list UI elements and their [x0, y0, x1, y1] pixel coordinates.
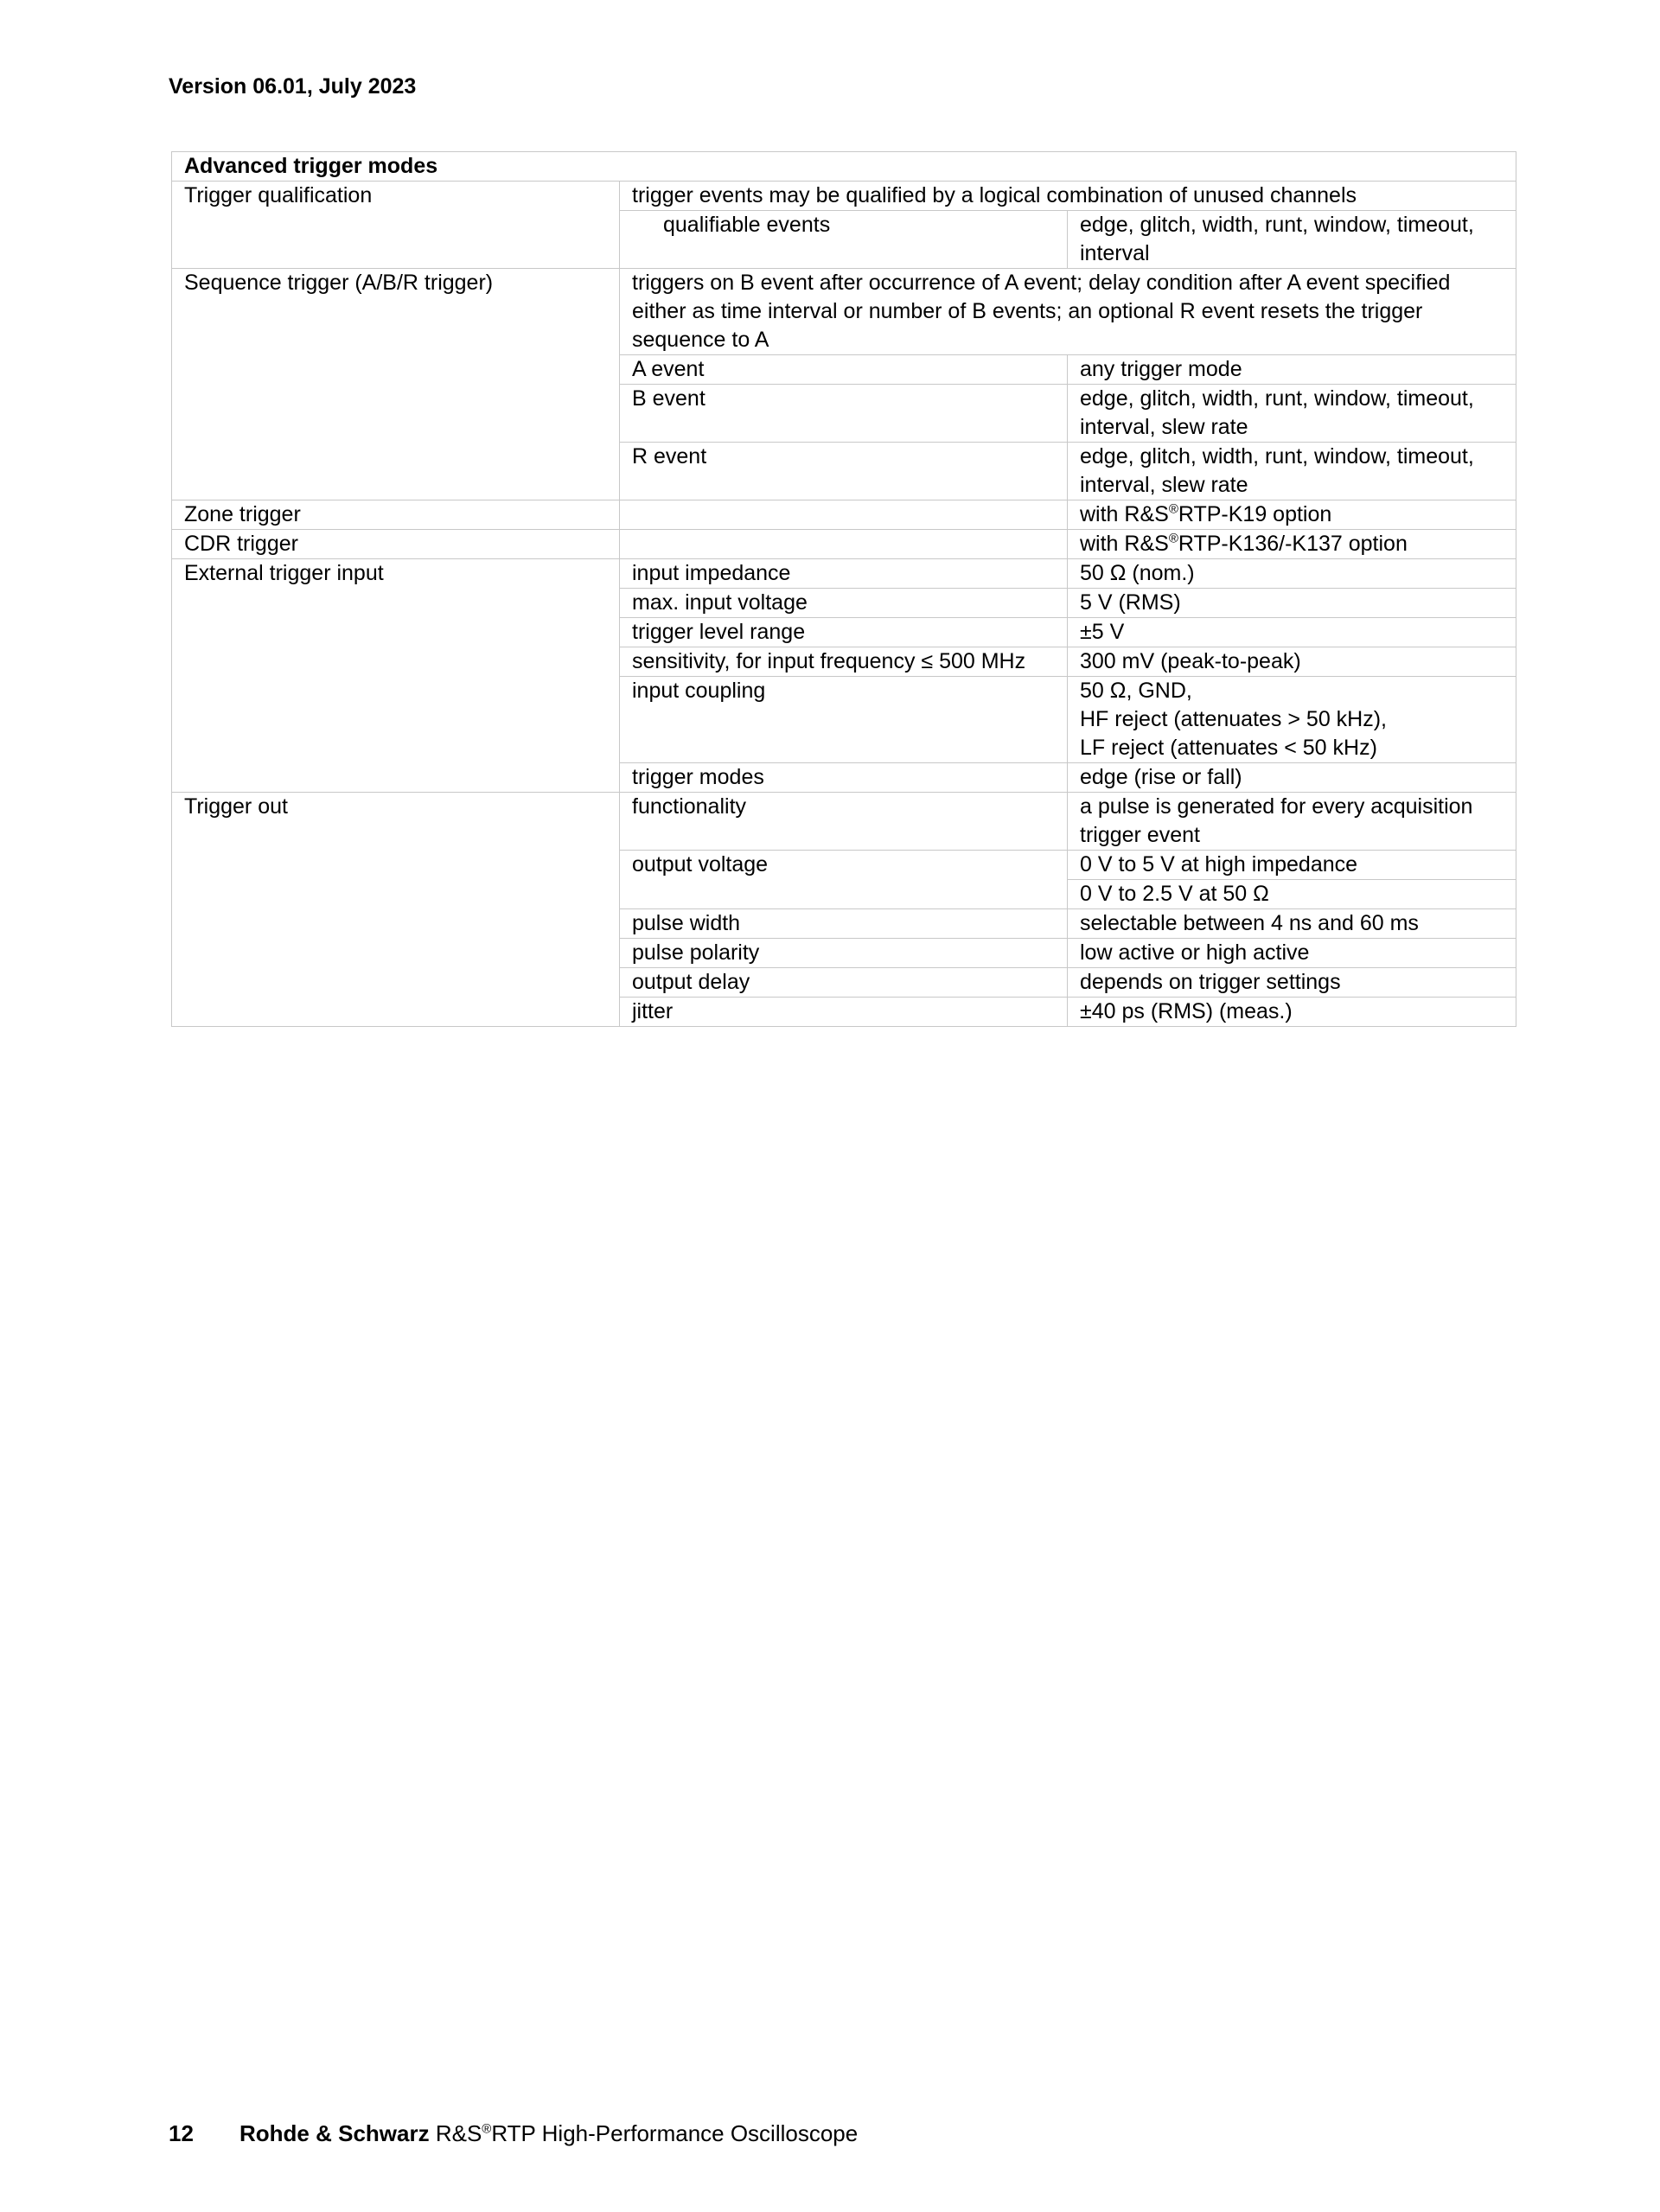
- product-name: RTP High-Performance Oscilloscope: [491, 2120, 859, 2146]
- row-description: triggers on B event after occurrence of A event; delay condition after A event specified either as time interval or number of B events; an optional R event resets the trigger sequence to A: [620, 269, 1516, 355]
- table-row: [172, 152, 1516, 182]
- param-label: input coupling: [620, 677, 1068, 763]
- param-value: selectable between 4 ns and 60 ms: [1068, 909, 1516, 939]
- param-value: low active or high active: [1068, 939, 1516, 968]
- param-value: 5 V (RMS): [1068, 589, 1516, 618]
- param-label: pulse width: [620, 909, 1068, 939]
- param-value: edge (rise or fall): [1068, 763, 1516, 793]
- param-value: ±40 ps (RMS) (meas.): [1068, 998, 1516, 1027]
- param-value: depends on trigger settings: [1068, 968, 1516, 998]
- spec-table: [171, 151, 1516, 1027]
- value-suffix: RTP-K19 option: [1178, 502, 1332, 526]
- param-value: edge, glitch, width, runt, window, timeout, interval, slew rate: [1068, 443, 1516, 500]
- table-row: [172, 182, 1516, 211]
- param-label: trigger modes: [620, 763, 1068, 793]
- table-row: [172, 500, 1516, 530]
- brand-name: Rohde & Schwarz: [239, 2120, 430, 2146]
- table-row: [172, 793, 1516, 851]
- param-value: edge, glitch, width, runt, window, timeout, interval: [1068, 211, 1516, 269]
- param-label: output delay: [620, 968, 1068, 998]
- param-label: sensitivity, for input frequency ≤ 500 MHz: [620, 647, 1068, 677]
- page-footer: [169, 2119, 858, 2148]
- param-label: jitter: [620, 998, 1068, 1027]
- empty-cell: [620, 530, 1068, 559]
- param-label: max. input voltage: [620, 589, 1068, 618]
- param-label: R event: [620, 443, 1068, 500]
- param-value: 0 V to 2.5 V at 50 Ω: [1068, 880, 1516, 909]
- param-label: qualifiable events: [620, 211, 1068, 269]
- param-value: [1068, 530, 1516, 559]
- param-label: trigger level range: [620, 618, 1068, 647]
- table-row: [172, 530, 1516, 559]
- param-value: 300 mV (peak-to-peak): [1068, 647, 1516, 677]
- param-value: 0 V to 5 V at high impedance: [1068, 851, 1516, 880]
- param-value: [1068, 677, 1516, 763]
- value-prefix: with R&S: [1080, 502, 1169, 526]
- coupling-line: LF reject (attenuates < 50 kHz): [1080, 736, 1377, 760]
- row-label: Sequence trigger (A/B/R trigger): [172, 269, 620, 500]
- registered-mark: ®: [1168, 531, 1178, 546]
- param-value: edge, glitch, width, runt, window, timeout, interval, slew rate: [1068, 385, 1516, 443]
- param-label: input impedance: [620, 559, 1068, 589]
- row-label: Trigger qualification: [172, 182, 620, 269]
- coupling-line: 50 Ω, GND,: [1080, 679, 1192, 703]
- param-label: functionality: [620, 793, 1068, 851]
- param-label: B event: [620, 385, 1068, 443]
- param-value: 50 Ω (nom.): [1068, 559, 1516, 589]
- product-prefix: R&S: [435, 2120, 482, 2146]
- row-description: trigger events may be qualified by a logical combination of unused channels: [620, 182, 1516, 211]
- param-label: A event: [620, 355, 1068, 385]
- row-label: Zone trigger: [172, 500, 620, 530]
- param-value: [1068, 500, 1516, 530]
- param-label: pulse polarity: [620, 939, 1068, 968]
- param-value: ±5 V: [1068, 618, 1516, 647]
- registered-mark: ®: [482, 2121, 492, 2137]
- row-label: CDR trigger: [172, 530, 620, 559]
- page-number: 12: [169, 2120, 194, 2146]
- value-suffix: RTP-K136/-K137 option: [1178, 532, 1408, 556]
- coupling-line: HF reject (attenuates > 50 kHz),: [1080, 707, 1388, 731]
- row-label: External trigger input: [172, 559, 620, 793]
- param-label: output voltage: [620, 851, 1068, 909]
- version-header: Version 06.01, July 2023: [169, 74, 417, 99]
- param-value: a pulse is generated for every acquisition trigger event: [1068, 793, 1516, 851]
- row-label: Trigger out: [172, 793, 620, 1027]
- table-row: [172, 559, 1516, 589]
- value-prefix: with R&S: [1080, 532, 1169, 556]
- table-row: [172, 269, 1516, 355]
- param-value: any trigger mode: [1068, 355, 1516, 385]
- section-title: Advanced trigger modes: [172, 152, 1516, 182]
- registered-mark: ®: [1168, 501, 1178, 517]
- empty-cell: [620, 500, 1068, 530]
